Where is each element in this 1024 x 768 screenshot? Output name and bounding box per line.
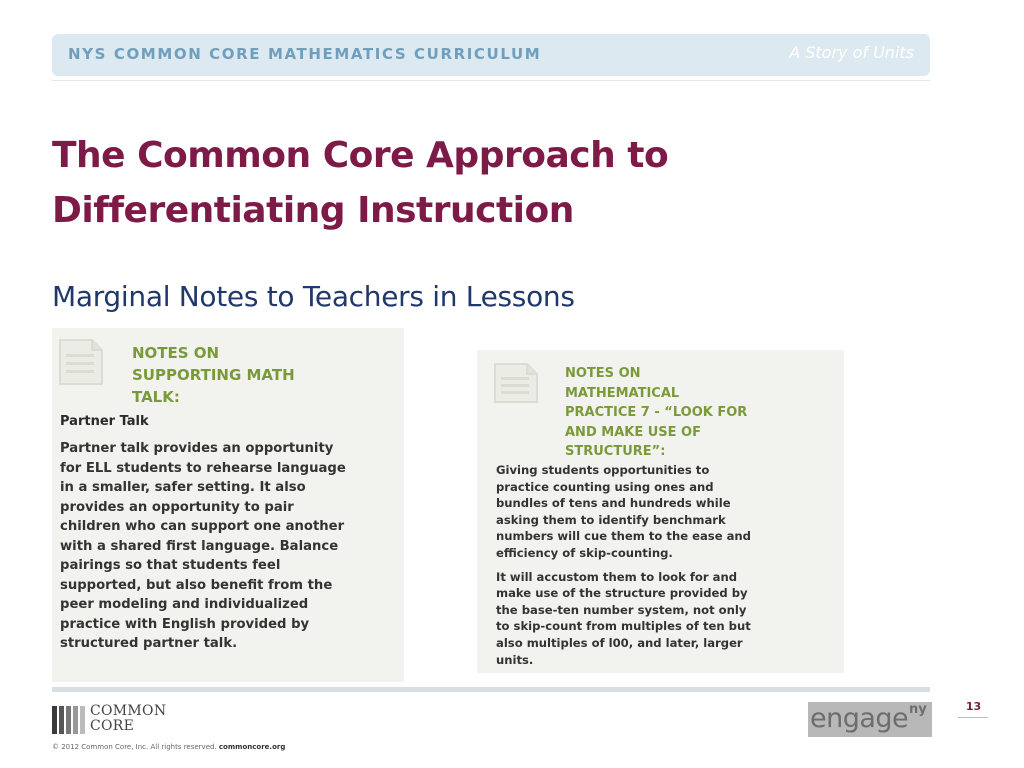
- engage-ny-logo: [808, 702, 932, 737]
- engage-wordmark: engage: [810, 703, 909, 734]
- note-line: asking them to identify benchmark: [496, 512, 726, 527]
- note-line: Partner talk provides an opportunity: [60, 441, 334, 456]
- note-line: efficiency of skip-counting.: [496, 545, 673, 560]
- note-line: units.: [496, 652, 534, 667]
- note-line: bundles of tens and hundreds while: [496, 496, 731, 511]
- header-divider: [52, 80, 930, 81]
- note-heading: [565, 364, 747, 462]
- note-heading-line: MATHEMATICAL: [565, 385, 680, 401]
- note-line: in a smaller, safer setting. It also: [60, 480, 306, 495]
- slide-title-line: The Common Core Approach to: [52, 135, 669, 176]
- note-subheading: Partner Talk: [60, 414, 149, 429]
- note-line: It will accustom them to look for and: [496, 569, 738, 584]
- note-line: peer modeling and individualized: [60, 597, 309, 612]
- logo-line: COMMON: [90, 703, 167, 719]
- note-line: for ELL students to rehearse language: [60, 460, 346, 476]
- note-line: practice counting using ones and: [496, 479, 714, 494]
- copyright-notice: [52, 743, 285, 751]
- page-number: 13: [965, 700, 982, 713]
- note-heading-line: STRUCTURE”:: [565, 444, 666, 459]
- note-heading-line: AND MAKE USE OF: [565, 424, 701, 440]
- note-line: provides an opportunity to pair: [60, 499, 294, 515]
- note-body: [60, 439, 346, 654]
- note-heading-line: PRACTICE 7 - “LOOK FOR: [565, 405, 748, 420]
- note-line: the base-ten number system, not only: [496, 602, 747, 617]
- note-line: pairings so that students feel: [60, 558, 281, 573]
- note-line: with a shared first language. Balance: [60, 538, 339, 554]
- note-mathematical-practice-7: [477, 350, 844, 673]
- note-line: practice with English provided by: [60, 616, 310, 632]
- note-line: make use of the structure provided by: [496, 586, 748, 601]
- note-paragraph: [60, 439, 346, 654]
- page-number-rule: [958, 717, 988, 718]
- slide-title-line: Differentiating Instruction: [52, 190, 574, 231]
- note-line: also multiples of l00, and later, larger: [496, 635, 743, 650]
- note-heading: [132, 342, 295, 408]
- note-line: supported, but also benefit from the: [60, 577, 333, 593]
- slide-subtitle: Marginal Notes to Teachers in Lessons: [52, 280, 575, 313]
- note-supporting-math-talk: [52, 328, 404, 682]
- document-icon: [58, 338, 104, 386]
- note-line: Giving students opportunities to: [496, 463, 710, 477]
- note-line: numbers will cue them to the ease and: [496, 529, 751, 544]
- common-core-logo: [52, 704, 192, 736]
- note-heading-line: SUPPORTING MATH: [132, 366, 295, 384]
- note-body: [496, 462, 751, 668]
- note-paragraph: [496, 462, 751, 562]
- slide-title: [52, 128, 852, 238]
- curriculum-label: NYS COMMON CORE MATHEMATICS CURRICULUM: [68, 45, 542, 63]
- copyright-text: © 2012 Common Core, Inc. All rights reserved.: [52, 743, 217, 751]
- engage-ny-superscript: ny: [909, 702, 927, 717]
- series-label: A Story of Units: [789, 43, 914, 62]
- header-bar: [52, 34, 930, 76]
- note-line: to skip-count from multiples of ten but: [496, 619, 751, 634]
- note-line: structured partner talk.: [60, 636, 238, 651]
- logo-line: CORE: [90, 718, 135, 734]
- common-core-bars-icon: [52, 706, 86, 734]
- common-core-wordmark: [90, 704, 166, 734]
- note-heading-line: NOTES ON: [132, 344, 220, 362]
- footer-divider: [52, 687, 930, 692]
- document-icon: [493, 362, 539, 404]
- note-heading-line: TALK:: [132, 388, 180, 406]
- note-heading-line: NOTES ON: [565, 366, 641, 381]
- note-paragraph: [496, 569, 751, 669]
- copyright-link[interactable]: commoncore.org: [218, 743, 286, 751]
- note-line: children who can support one another: [60, 519, 345, 534]
